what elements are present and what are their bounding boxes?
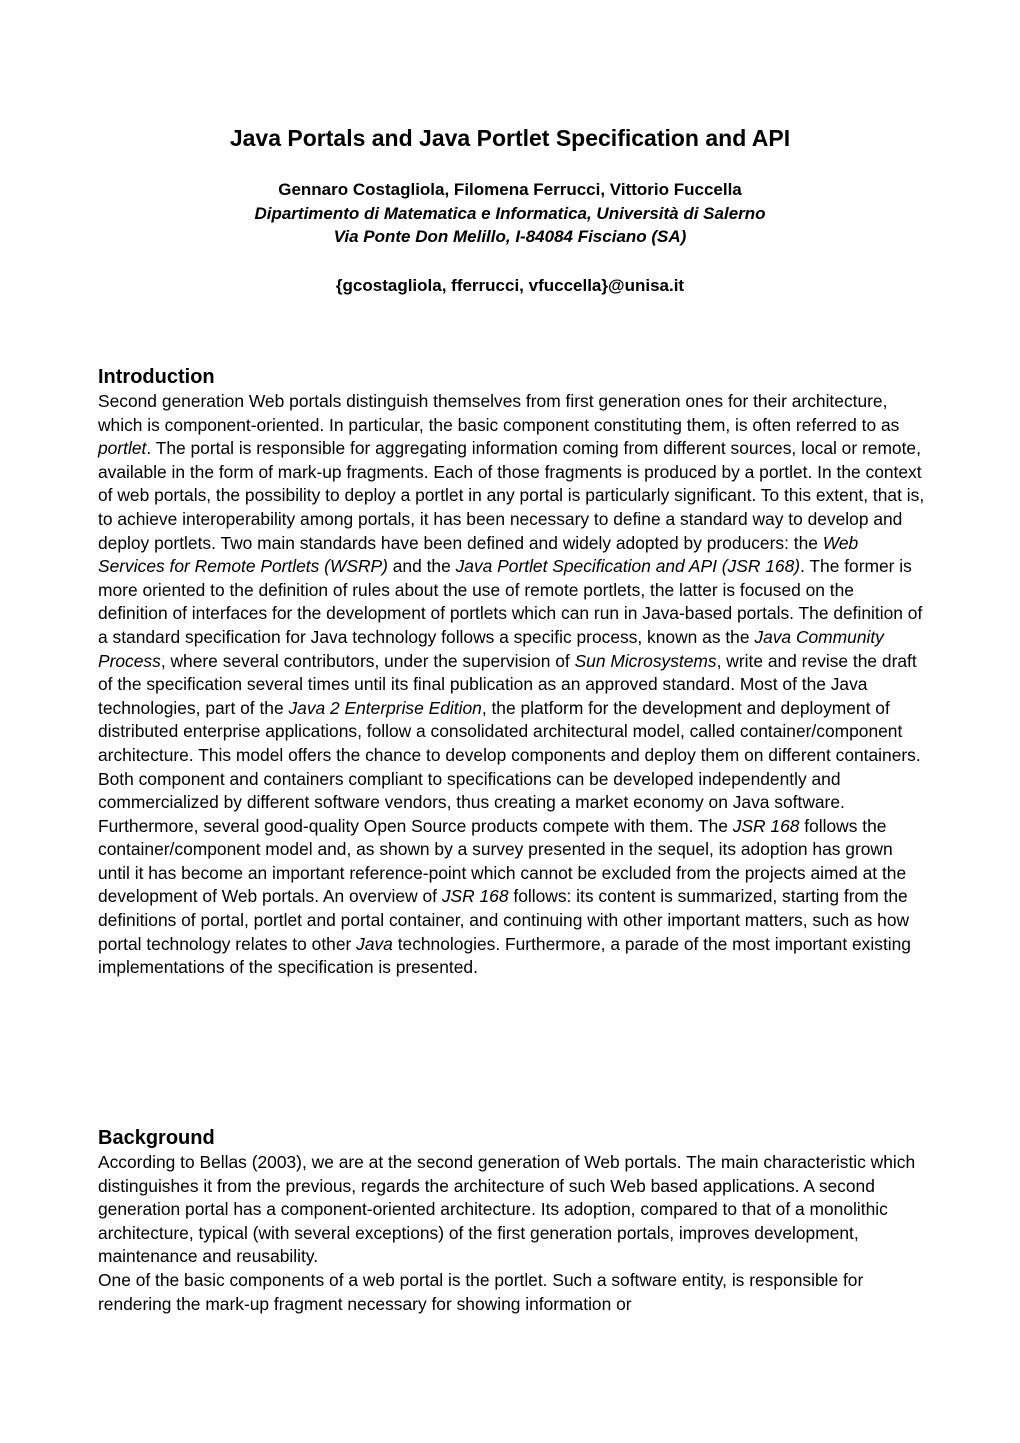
paper-title: Java Portals and Java Portlet Specification and API (229, 125, 791, 151)
text-run: follows the container/component model and, as shown by a survey presented in the sequel, its adoption has grown until it has become an important reference-point which cannot be excluded from the projects aimed at the development of Web portals. An overview of (98, 815, 907, 907)
text-run: , the platform for the development and deployment of distributed enterprise applications, follow a consolidated architectural model, called container/component architecture. This model offers the chance to develop components and deploy them on different containers. Both component and containers compliant to specifications can be developed independently and commercialized by different software vendors, thus creating a market economy on Java software. Furthermore, several good-quality Open Source products compete with them. The (98, 697, 921, 836)
introduction-heading: Introduction (98, 366, 215, 388)
italic-term: JSR 168 (732, 815, 800, 836)
author-block (0, 178, 1020, 249)
italic-term: JSR 168 (441, 886, 509, 907)
introduction-section (98, 365, 928, 980)
author-emails: {gcostagliola, fferrucci, vfuccella}@unisa.it (335, 276, 685, 295)
text-run: , write and revise the draft of the specification several times until its final publication as an approved standard. Most of the Java technologies, part of the (98, 650, 917, 718)
background-section (98, 1126, 928, 1316)
text-run: , where several contributors, under the supervision of (160, 650, 575, 671)
background-paragraph-2: One of the basic components of a web portal is the portlet. Such a software entity, is responsible for rendering the mark-up fragment necessary for showing information or (98, 1269, 864, 1314)
background-heading: Background (98, 1127, 215, 1149)
text-run: follows: its content is summarized, starting from the definitions of portal, portlet and portal container, and continuing with other important matters, such as how portal technology relates to other (98, 886, 910, 954)
text-run: . The former is more oriented to the definition of rules about the use of remote portlets, the latter is focused on the definition of interfaces for the development of portlets which can run in Java-based portals. The definition of a standard specification for Java technology follows a specific process, known as the (98, 556, 923, 647)
italic-term: Sun Microsystems (574, 650, 717, 671)
text-run: Second generation Web portals distinguish themselves from first generation ones for their architecture, which is component-oriented. In particular, the basic component constituting them, is often referred to as (98, 391, 900, 435)
text-run: technologies. Furthermore, a parade of the most important existing implementations of the specification is presented. (98, 933, 911, 978)
italic-term: Java (356, 933, 393, 954)
author-names: Gennaro Costagliola, Filomena Ferrucci, Vittorio Fuccella (278, 180, 742, 199)
text-run: . The portal is responsible for aggregating information coming from different sources, local or remote, available in the form of mark-up fragments. Each of those fragments is produced by a portlet. In the context of web portals, the possibility to deploy a portlet in any portal is particularly significant. To this extent, that is, to achieve interoperability among portals, it has been necessary to define a standard way to develop and deploy portlets. Two main standards have been defined and widely adopted by producers: the (98, 438, 925, 553)
introduction-paragraph (98, 390, 928, 980)
italic-term: Web Services for Remote Portlets (WSRP) (98, 532, 859, 577)
affiliation-address: Via Ponte Don Melillo, I-84084 Fisciano (SA) (333, 227, 687, 246)
italic-term: portlet (98, 438, 147, 459)
italic-term: Java Portlet Specification and API (JSR 168) (455, 556, 801, 577)
text-run: and the (387, 556, 456, 577)
background-paragraph-1: According to Bellas (2003), we are at the second generation of Web portals. The main characteristic which distinguishes it from the previous, regards the architecture of such Web based applications. A second generation portal has a component-oriented architecture. Its adoption, compared to that of a monolithic architecture, typical (with several exceptions) of the first generation portals, improves development, maintenance and reusability. (98, 1152, 916, 1267)
affiliation-department: Dipartimento di Matematica e Informatica, Università di Salerno (254, 203, 766, 223)
italic-term: Java 2 Enterprise Edition (288, 697, 482, 718)
italic-term: Java Community Process (98, 626, 884, 671)
